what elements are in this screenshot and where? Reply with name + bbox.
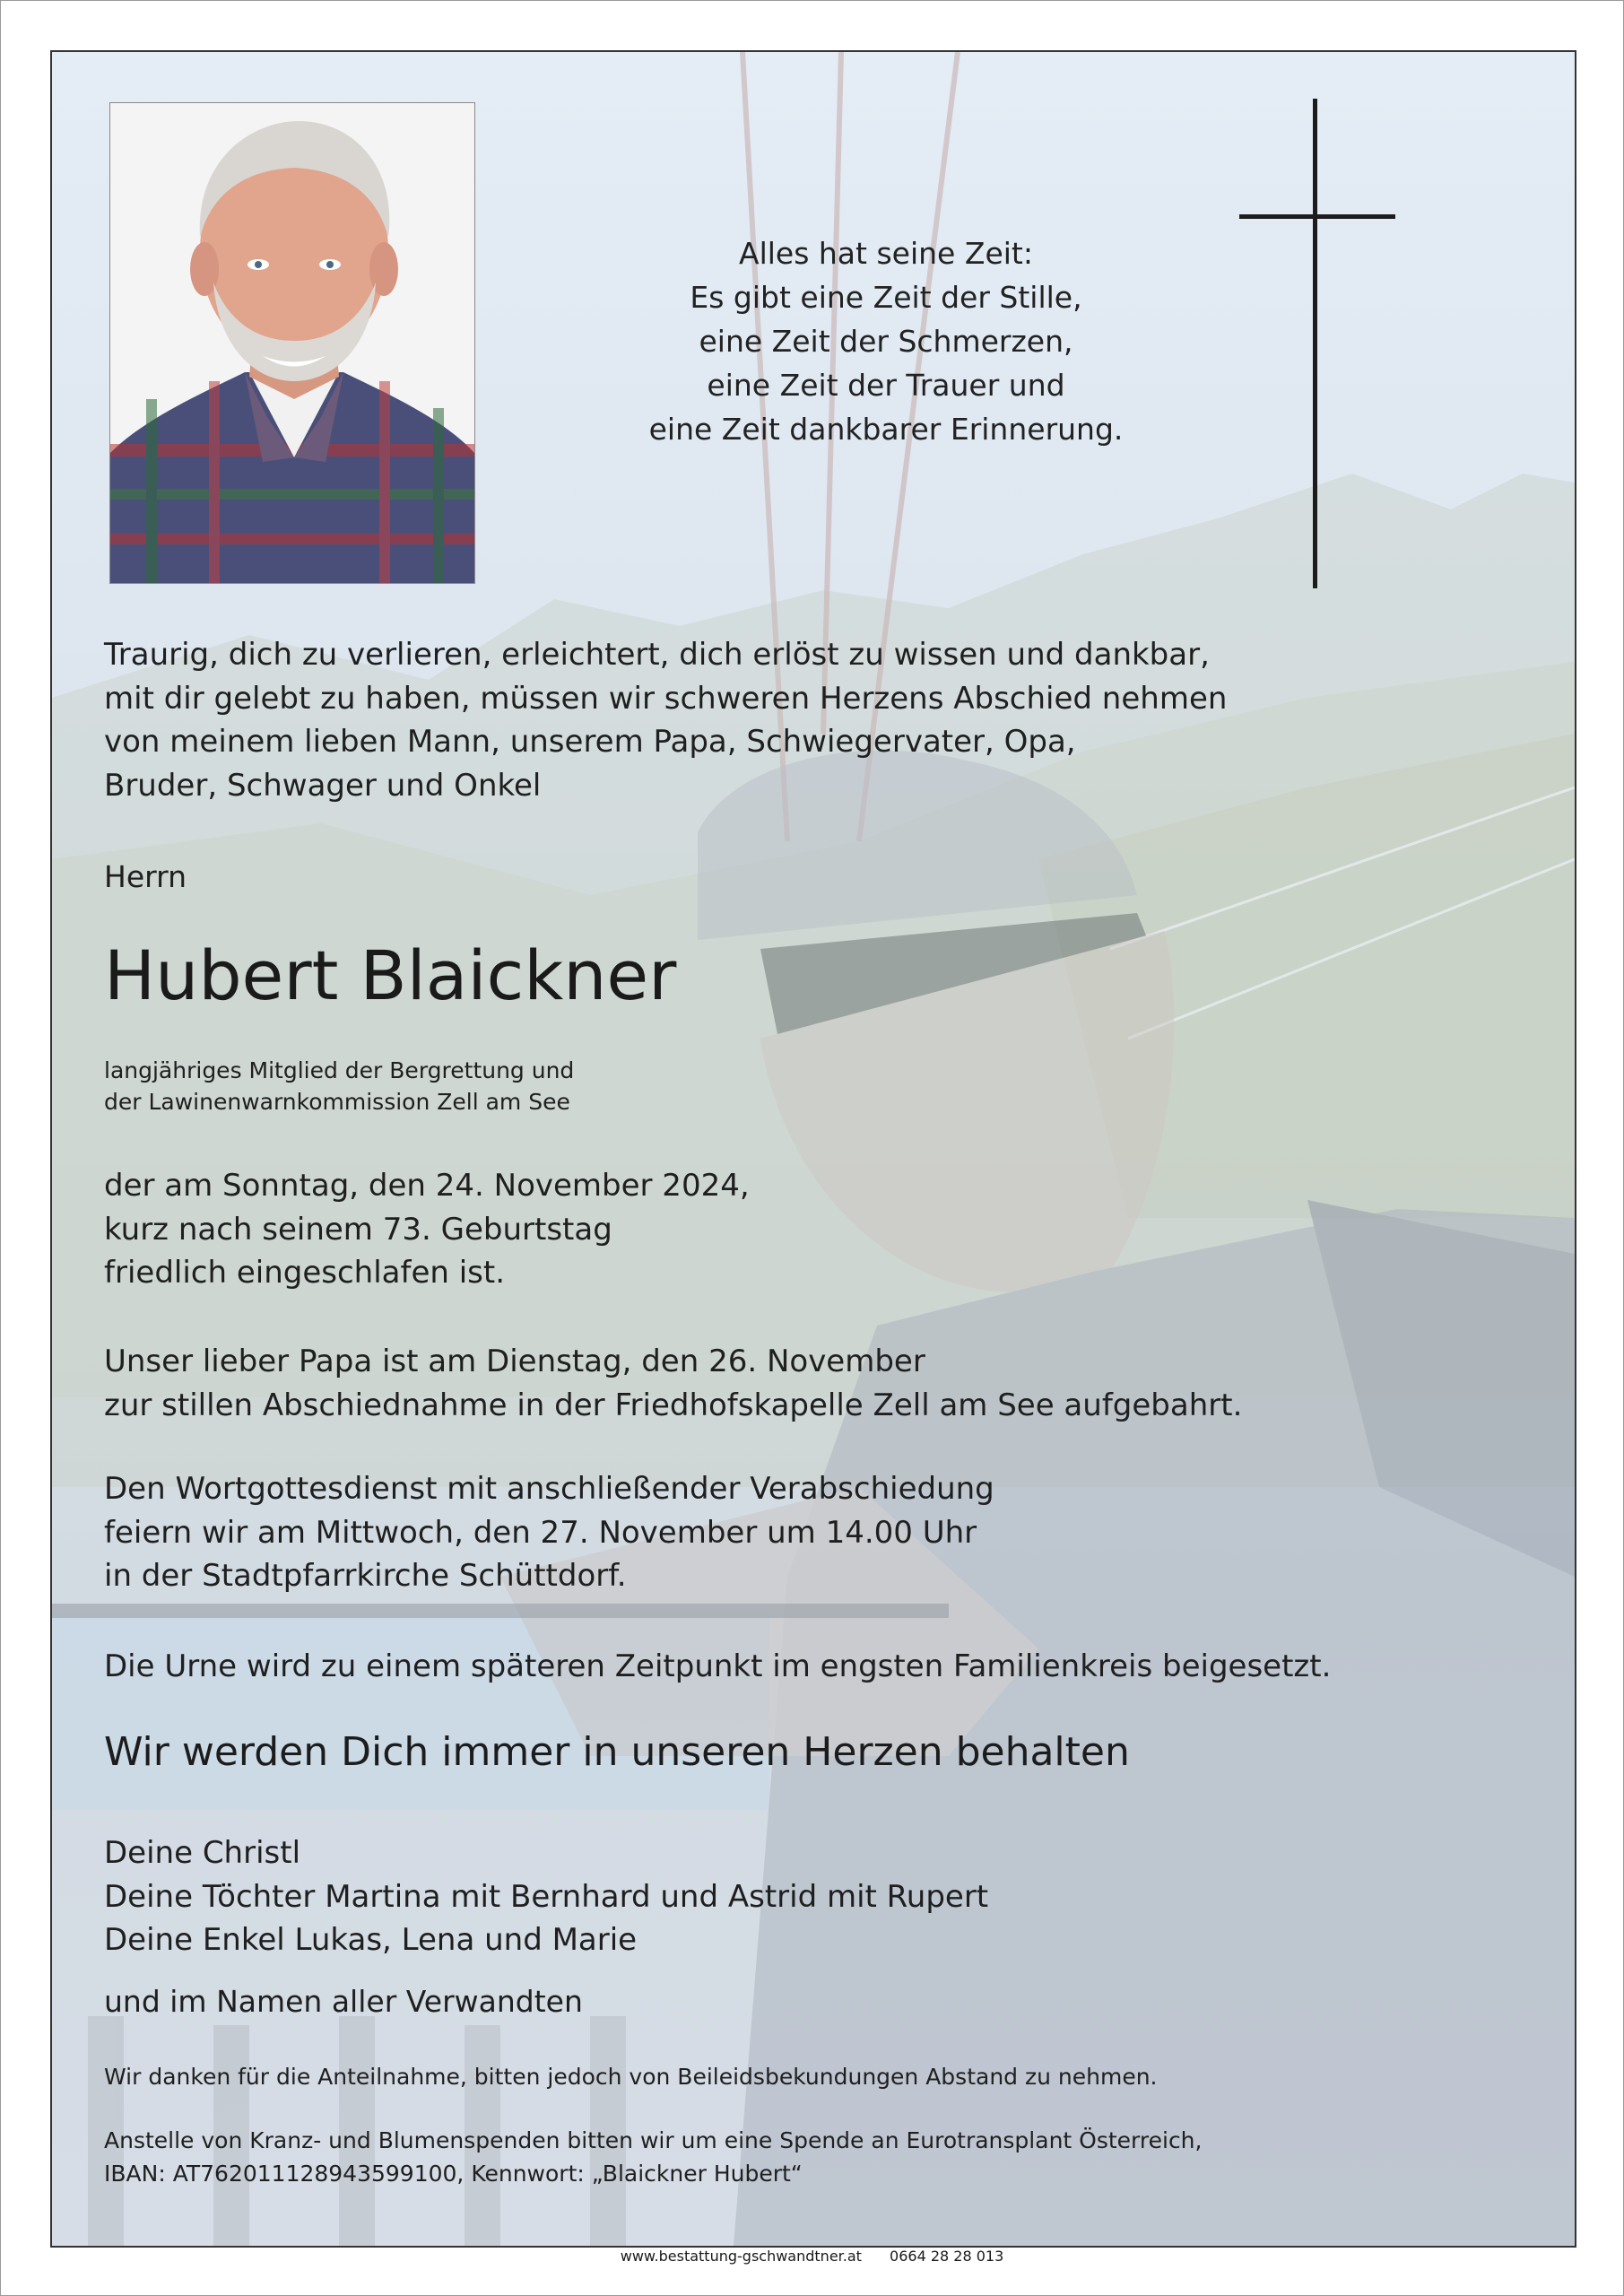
memorial-quote [536,231,1236,451]
donation-line: Anstelle von Kranz- und Blumenspenden bitten wir um eine Spende an Eurotransplant Österreich, [104,2127,1203,2153]
viewing-line: zur stillen Abschiednahme in der Friedhofskapelle Zell am See aufgebahrt. [104,1387,1243,1423]
quote-line: Es gibt eine Zeit der Stille, [690,280,1082,315]
quote-line: eine Zeit der Trauer und [707,368,1065,403]
obituary-card [50,50,1576,2248]
donation-note [104,2124,1503,2190]
footer-phone: 0664 28 28 013 [890,2248,1004,2265]
footer-website[interactable]: www.bestattung-gschwandtner.at [620,2248,862,2265]
service-line: feiern wir am Mittwoch, den 27. November um 14.00 Uhr [104,1514,977,1551]
viewing-notice [104,1340,1503,1427]
viewing-line: Unser lieber Papa ist am Dienstag, den 26. November [104,1344,925,1379]
footer [0,2246,1624,2267]
mourners-list [104,1831,1503,1962]
membership-line: langjähriges Mitglied der Bergrettung und [104,1057,575,1083]
death-line: der am Sonntag, den 24. November 2024, [104,1168,750,1204]
membership-note [104,1055,1503,1118]
salutation: Herrn [104,859,187,894]
intro-paragraph [104,633,1503,807]
death-line: kurz nach seinem 73. Geburtstag [104,1211,612,1248]
donation-line: IBAN: AT762011128943599100, Kennwort: „Blaickner Hubert“ [104,2161,803,2187]
quote-line: Alles hat seine Zeit: [739,236,1033,271]
motto-heading: Wir werden Dich immer in unseren Herzen behalten [104,1729,1130,1775]
mourner-line: Deine Enkel Lukas, Lena und Marie [104,1922,638,1958]
cross-icon [1313,99,1317,588]
death-notice [104,1164,1503,1295]
intro-line: von meinem lieben Mann, unserem Papa, Schwiegervater, Opa, [104,724,1076,760]
intro-line: mit dir gelebt zu haben, müssen wir schweren Herzens Abschied nehmen [104,680,1228,717]
membership-line: der Lawinenwarnkommission Zell am See [104,1089,570,1115]
urn-notice: Die Urne wird zu einem späteren Zeitpunkt im engsten Familienkreis beigesetzt. [104,1648,1332,1684]
quote-line: eine Zeit der Schmerzen, [699,324,1073,359]
service-line: Den Wortgottesdienst mit anschließender Verabschiedung [104,1471,994,1507]
portrait-photo [109,102,475,584]
cross-icon-bar [1239,214,1395,219]
death-line: friedlich eingeschlafen ist. [104,1255,506,1291]
mourner-line: Deine Christl [104,1835,301,1871]
intro-line: Traurig, dich zu verlieren, erleichtert, dich erlöst zu wissen und dankbar, [104,637,1210,673]
service-line: in der Stadtpfarrkirche Schüttdorf. [104,1558,627,1594]
railing [52,1604,949,1618]
service-notice [104,1467,1503,1598]
thanks-note: Wir danken für die Anteilnahme, bitten jedoch von Beileidsbekundungen Abstand zu nehmen. [104,2064,1158,2090]
deceased-name: Hubert Blaickner [104,935,677,1015]
quote-line: eine Zeit dankbarer Erinnerung. [648,412,1124,447]
relatives-line: und im Namen aller Verwandten [104,1984,583,2019]
intro-line: Bruder, Schwager und Onkel [104,767,542,804]
mourner-line: Deine Töchter Martina mit Bernhard und Astrid mit Rupert [104,1878,989,1915]
portrait-illustration [110,103,474,583]
